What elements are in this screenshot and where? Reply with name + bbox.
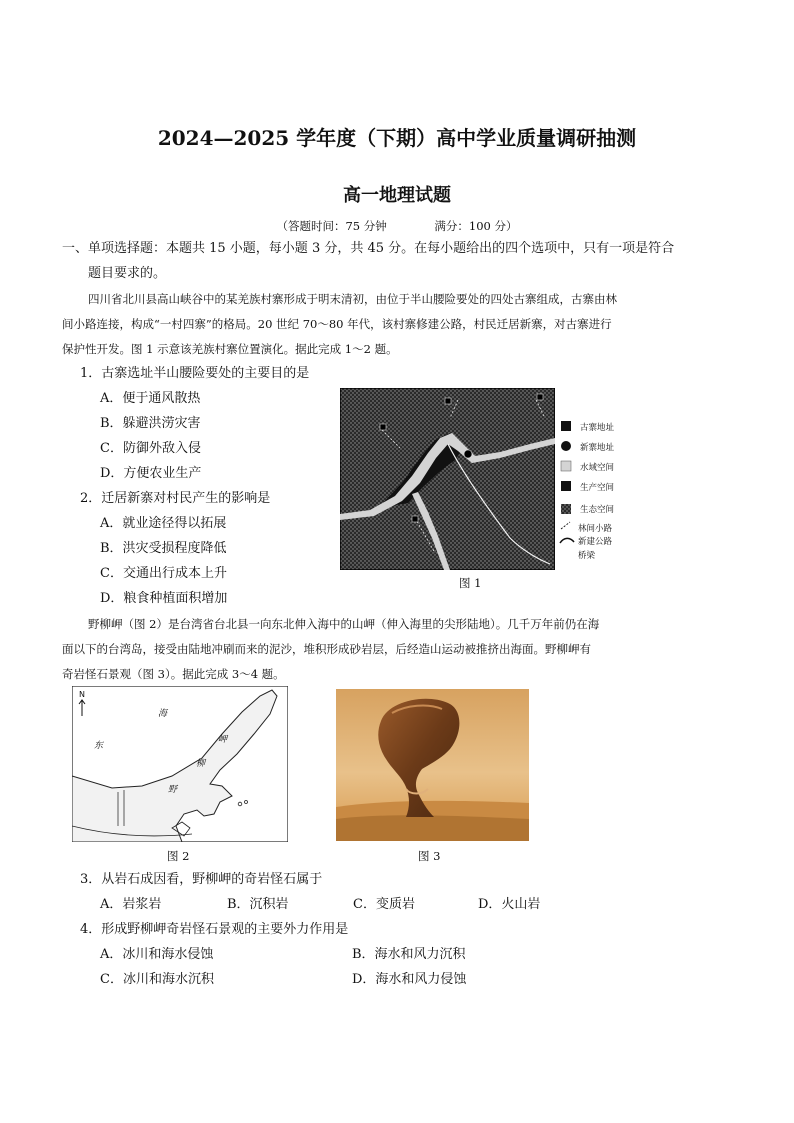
legend-road-icon	[560, 538, 574, 543]
exam-meta	[0, 218, 794, 234]
legend-label: 新建公路	[578, 537, 613, 547]
map-label-liu: 柳	[196, 759, 206, 769]
q2-option-c[interactable]: C．交通出行成本上升	[100, 566, 227, 581]
q2-option-b[interactable]: B．洪灾受损程度降低	[100, 541, 227, 556]
fig3-caption: 图 3	[418, 849, 441, 863]
passage1-line: 四川省北川县高山峡谷中的某羌族村寨形成于明末清初，由位于半山腰险要处的四处古寨组成，古寨由林	[88, 292, 617, 306]
q1-option-a[interactable]: A．便于通风散热	[100, 391, 201, 406]
fig1-village-map	[340, 388, 555, 570]
legend-ecological-icon	[561, 504, 571, 514]
old-village-marker	[445, 398, 451, 404]
legend-label: 生态空间	[580, 505, 615, 515]
legend-label: 古寨地址	[580, 423, 615, 433]
question-3-stem: 3．从岩石成因看，野柳岬的奇岩怪石属于	[80, 872, 323, 887]
q3-option-b[interactable]: B．沉积岩	[227, 897, 289, 912]
legend-path-icon	[561, 522, 570, 529]
exam-time: （答题时间：75 分钟	[276, 219, 387, 233]
map-label-east: 东	[94, 741, 104, 751]
q2-option-a[interactable]: A．就业途径得以拓展	[100, 516, 227, 531]
question-4-stem: 4．形成野柳岬奇岩怪石景观的主要外力作用是	[80, 922, 349, 937]
old-village-marker	[537, 394, 543, 400]
section-heading: 一、单项选择题：本题共 15 小题，每小题 3 分，共 45 分。在每小题给出的四个选项中，只有一项是符合	[62, 241, 675, 256]
legend-water-icon	[561, 461, 571, 471]
q3-option-a[interactable]: A．岩浆岩	[100, 897, 162, 912]
legend-old-village-icon	[561, 421, 571, 431]
q1-option-b[interactable]: B．躲避洪涝灾害	[100, 416, 201, 431]
passage1-line: 间小路连接，构成“一村四寨”的格局。20 世纪 70～80 年代，该村寨修建公路，村民迁居新寨，对古寨进行	[62, 317, 612, 331]
legend-label: 新寨地址	[580, 443, 615, 453]
q4-option-d[interactable]: D．海水和风力侵蚀	[352, 972, 467, 987]
fig2-cape-map	[72, 686, 288, 842]
section-heading-cont: 题目要求的。	[88, 266, 167, 281]
q1-option-c[interactable]: C．防御外敌入侵	[100, 441, 201, 456]
q4-option-a[interactable]: A．冰川和海水侵蚀	[100, 947, 214, 962]
q1-option-d[interactable]: D．方便农业生产	[100, 466, 202, 481]
legend-label: 桥梁	[578, 551, 596, 561]
legend-production-icon	[561, 481, 571, 491]
legend-new-village-icon	[561, 441, 571, 451]
fig2-caption: 图 2	[167, 849, 190, 863]
question-1-stem: 1．古寨选址半山腰险要处的主要目的是	[80, 366, 310, 381]
legend-label: 水域空间	[580, 463, 615, 473]
exam-score: 满分：100 分）	[434, 219, 518, 233]
old-village-marker	[380, 424, 386, 430]
q3-option-d[interactable]: D．火山岩	[478, 897, 541, 912]
passage2-line: 野柳岬（图 2）是台湾省台北县一向东北伸入海中的山岬（伸入海里的尖形陆地）。几千万年前仍在海	[88, 617, 600, 631]
map-label-cape: 岬	[218, 735, 228, 745]
passage1-line: 保护性开发。图 1 示意该羌族村寨位置演化。据此完成 1～2 题。	[62, 342, 398, 356]
old-village-marker	[412, 516, 418, 522]
map-label-sea: 海	[158, 709, 168, 719]
north-label: N	[79, 690, 85, 699]
fig1-legend	[558, 418, 638, 566]
legend-label: 生产空间	[580, 483, 615, 493]
passage2-line: 面以下的台湾岛，接受由陆地冲刷而来的泥沙，堆积形成砂岩层，后经造山运动被推挤出海面。野柳岬有	[62, 642, 591, 656]
fig1-caption: 图 1	[459, 576, 482, 590]
map-label-ye: 野	[168, 785, 178, 795]
q2-option-d[interactable]: D．粮食种植面积增加	[100, 591, 228, 606]
new-village-marker	[464, 450, 472, 458]
sand-foreground	[336, 815, 529, 841]
exam-subtitle: 高一地理试题	[343, 185, 451, 206]
question-2-stem: 2．迁居新寨对村民产生的影响是	[80, 491, 271, 506]
q4-option-b[interactable]: B．海水和风力沉积	[352, 947, 466, 962]
q3-option-c[interactable]: C．变质岩	[353, 897, 415, 912]
legend-label: 林间小路	[578, 524, 613, 534]
ecological-space-area	[340, 388, 555, 570]
exam-title: 2024—2025 学年度（下期）高中学业质量调研抽测	[157, 126, 637, 150]
q4-option-c[interactable]: C．冰川和海水沉积	[100, 972, 214, 987]
passage2-line: 奇岩怪石景观（图 3）。据此完成 3～4 题。	[62, 667, 285, 681]
fig3-queens-head-rock-photo	[336, 689, 529, 841]
